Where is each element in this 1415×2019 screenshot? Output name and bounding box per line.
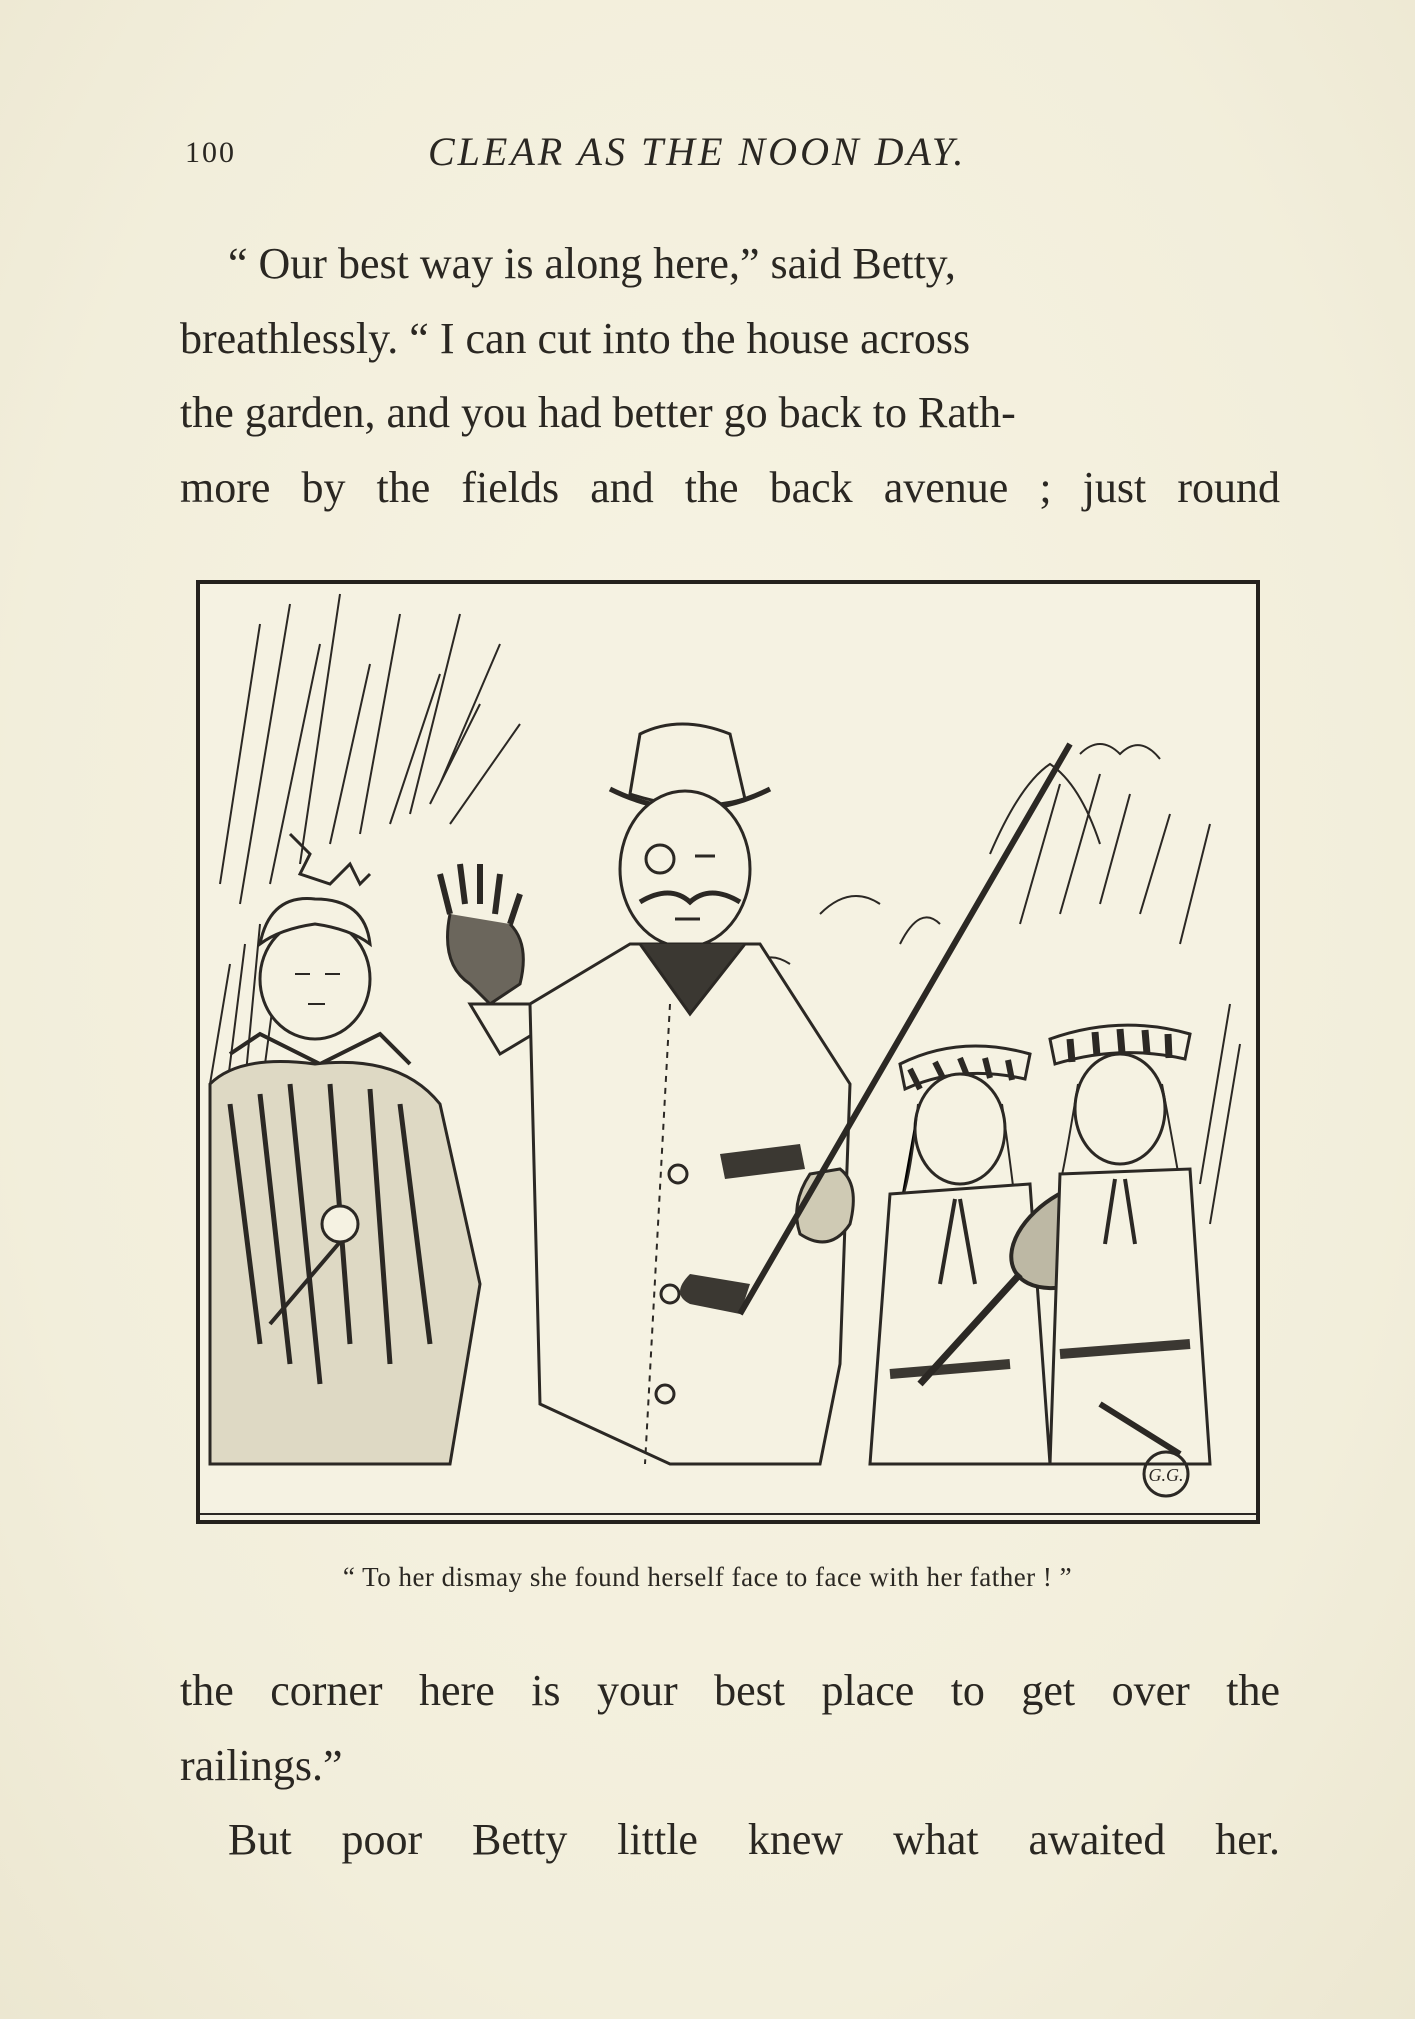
illustration-frame — [196, 580, 1260, 1524]
body-text-top — [180, 227, 1280, 525]
text-line: railings.” — [180, 1740, 343, 1790]
illustration-caption: “ To her dismay she found herself face to face with her father ! ” — [342, 1562, 1073, 1592]
svg-text:G.G.: G.G. — [1148, 1465, 1184, 1485]
running-title: CLEAR AS THE NOON DAY. — [428, 129, 967, 174]
running-head — [185, 128, 1285, 178]
figure-girl-right — [1050, 1025, 1210, 1464]
body-text-bottom — [180, 1654, 1280, 1878]
text-line: the garden, and you had better go back to Rath- — [180, 388, 1016, 437]
figure-father — [440, 724, 853, 1464]
illustration-figure — [196, 580, 1256, 1520]
page-number: 100 — [185, 136, 236, 169]
text-line: more by the fields and the back avenue ; just round — [180, 462, 1280, 512]
text-line: breathlessly. “ I can cut into the house across — [180, 313, 971, 363]
engraving-illustration — [200, 584, 1256, 1520]
text-line: “ Our best way is along here,” said Betty, — [228, 239, 956, 288]
text-line: But poor Betty little knew what awaited her. — [228, 1815, 1280, 1864]
figure-woman-left — [210, 834, 480, 1464]
text-line: the corner here is your best place to get over the — [180, 1666, 1280, 1715]
